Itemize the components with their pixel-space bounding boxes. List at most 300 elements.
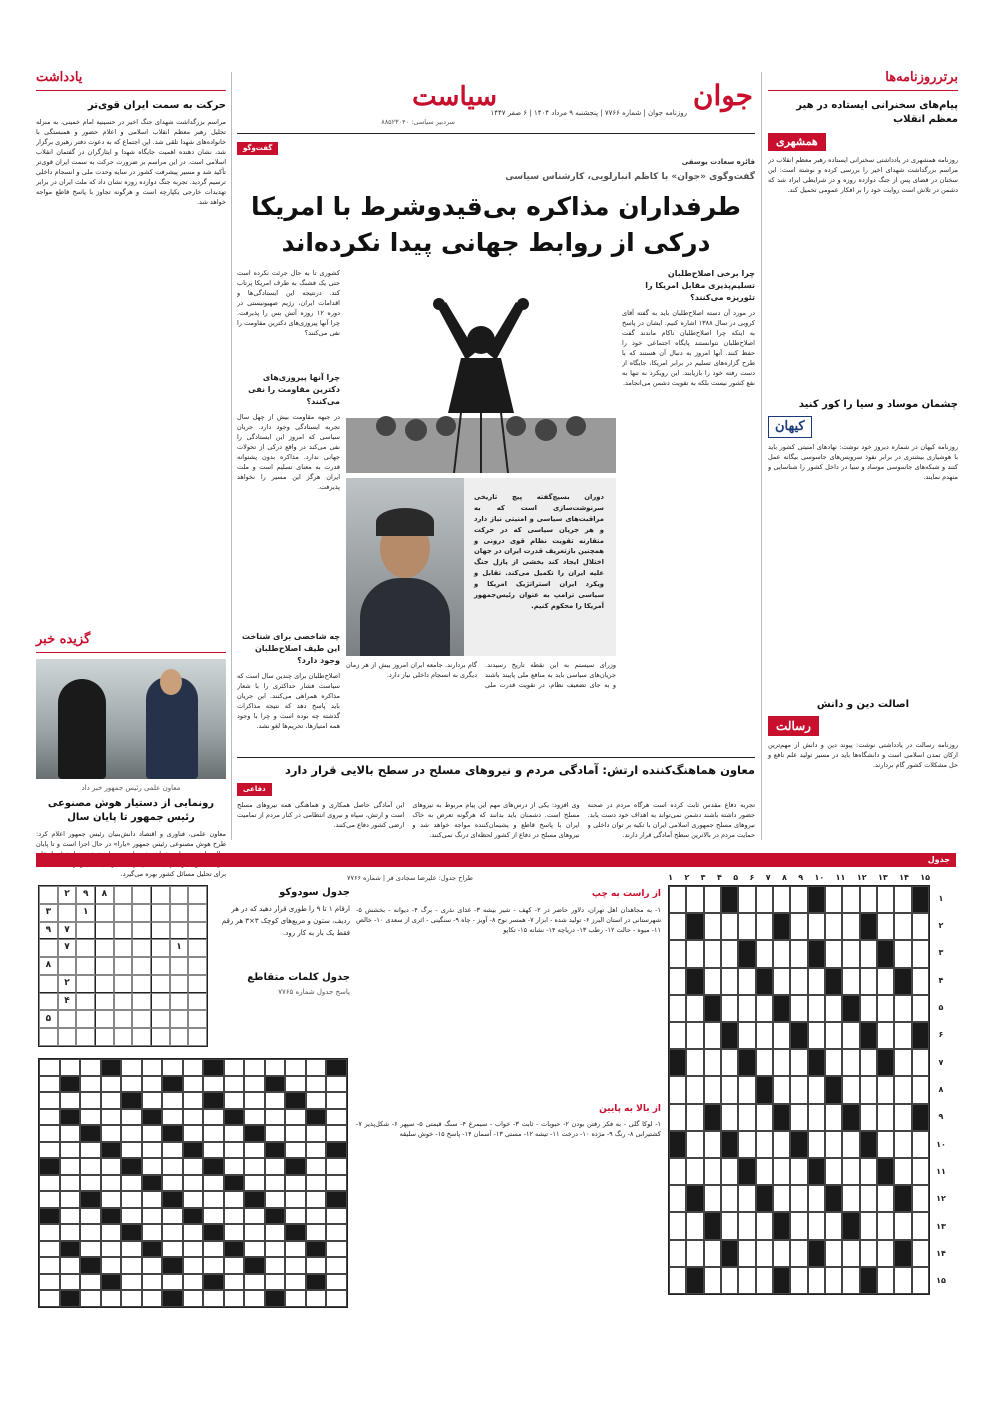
sudoku-cell[interactable] (188, 939, 207, 957)
second-story-col-c: این آمادگی حاصل همکاری و هماهنگی همه نیروهای مسلح است و ارتش، سپاه و نیروی انتظامی در کنار مردم از تمامیت ارضی کشور دفاع می‌کنند. (237, 800, 405, 829)
answer-cell (162, 1191, 183, 1208)
answer-cell (60, 1257, 81, 1274)
crossword-cell (738, 1240, 755, 1267)
answer-cell (265, 1290, 286, 1307)
answer-cell (306, 1290, 327, 1307)
crossword-cell (773, 1267, 790, 1294)
crossword-cell (721, 1158, 738, 1185)
answer-cell (224, 1059, 245, 1076)
answer-cell (203, 1208, 224, 1225)
answer-cell (121, 1241, 142, 1258)
answer-cell (80, 1158, 101, 1175)
answer-cell (306, 1191, 327, 1208)
crossword-cell (721, 913, 738, 940)
crossword-cell (721, 886, 738, 913)
crossword-row-number: ۲ (938, 920, 944, 930)
answer-cell (224, 1274, 245, 1291)
sudoku-cell[interactable] (95, 904, 114, 922)
left-column-head: یادداشت (36, 68, 226, 91)
answer-cell (224, 1224, 245, 1241)
crossword-cell (704, 968, 721, 995)
sudoku-cell[interactable] (151, 922, 170, 940)
crossword-cell (669, 1158, 686, 1185)
right-third-body: روزنامه رسالت در یادداشتی نوشت: پیوند دین و دانش از مهم‌ترین ارکان تمدن اسلامی است و دانشگاه‌ها باید در مسیر تولید علم نافع و حل مشکلات کشور گام بردارند. (768, 740, 958, 769)
crossword-cell (912, 968, 929, 995)
answer-cell (142, 1191, 163, 1208)
crossword-cell (894, 1267, 911, 1294)
crossword-row-number: ۳ (938, 948, 944, 958)
answer-cell (265, 1158, 286, 1175)
answer-cell (244, 1076, 265, 1093)
answer-cell (121, 1158, 142, 1175)
answer-cell (39, 1142, 60, 1159)
answer-cell (203, 1191, 224, 1208)
crossword-cell (686, 968, 703, 995)
sudoku-cell[interactable]: ۱ (170, 939, 189, 957)
crossword-row-number: ۱۵ (936, 1276, 946, 1286)
crossword-cell (860, 940, 877, 967)
sudoku-cell[interactable] (151, 957, 170, 975)
sudoku-cell[interactable] (114, 957, 133, 975)
crossword-cell (894, 940, 911, 967)
sudoku-cell[interactable]: ۸ (39, 957, 58, 975)
second-story-col-a: تجربه دفاع مقدس ثابت کرده است هرگاه مردم در صحنه حضور داشته باشند دشمن نمی‌تواند به اهداف خود دست یابد. نیروهای مسلح جمهوری اسلامی ایران با تکیه بر توان داخلی و حمایت مردم در بالاترین سطح آمادگی قرار دارند. (587, 800, 755, 839)
crossword-cell (704, 1104, 721, 1131)
crossword-row-number: ۵ (938, 1002, 944, 1012)
main-story-col-a-text: در مورد آن دسته اصلاح‌طلبان باید به گفته آقای کروبی در سال ۱۳۸۸ اشاره کنیم. ایشان در پاسخ به اینکه چرا اصلاح‌طلبان ناکام ماندند گفت اصلاح‌طلبان نتوانستند پایگاه اجتماعی خود را حفظ کنند. آنها امروز به دنبال آن هستند که با طرح گزاره‌های تسلیم در برابر امریکا، جایگاه از دست رفته خود را بازیابند. این رویکرد نه تنها به نفع کشور نیست بلکه به تقویت دشمن می‌انجامد. (622, 309, 755, 388)
answer-cell (142, 1175, 163, 1192)
answer-cell (162, 1142, 183, 1159)
sudoku-cell[interactable]: ۹ (39, 922, 58, 940)
sudoku-cell[interactable] (95, 1028, 114, 1046)
answer-cell (244, 1175, 265, 1192)
answer-cell (265, 1274, 286, 1291)
sudoku-cell[interactable] (76, 1010, 95, 1028)
answer-cell (101, 1224, 122, 1241)
sudoku-cell[interactable] (188, 1028, 207, 1046)
crossword-cell (894, 1131, 911, 1158)
sudoku-cell[interactable]: ۵ (39, 1010, 58, 1028)
sudoku-cell[interactable] (95, 922, 114, 940)
sudoku-cell[interactable] (95, 957, 114, 975)
answer-cell (326, 1241, 347, 1258)
crossword-cell (894, 1212, 911, 1239)
answer-cell (162, 1290, 183, 1307)
crossword-cell (773, 1076, 790, 1103)
crossword-cell (686, 1022, 703, 1049)
sudoku-cell[interactable] (170, 993, 189, 1011)
crossword-cell (877, 1049, 894, 1076)
sudoku-cell[interactable] (132, 1028, 151, 1046)
sudoku-cell[interactable] (188, 1010, 207, 1028)
sudoku-cell[interactable] (76, 993, 95, 1011)
sudoku-cell[interactable] (95, 1010, 114, 1028)
answer-cell (39, 1257, 60, 1274)
crossword-cell (704, 1076, 721, 1103)
crossword-cell (738, 1185, 755, 1212)
answer-cell (183, 1208, 204, 1225)
answer-cell (121, 1208, 142, 1225)
crossword-cell (894, 913, 911, 940)
sudoku-info (212, 885, 350, 997)
answer-cell (265, 1241, 286, 1258)
crossword-cell (790, 1076, 807, 1103)
sudoku-cell[interactable] (170, 1028, 189, 1046)
sudoku-cell[interactable] (151, 1010, 170, 1028)
answer-cell (265, 1125, 286, 1142)
answer-cell (203, 1290, 224, 1307)
crossword-cell (686, 1076, 703, 1103)
sudoku-cell[interactable] (76, 922, 95, 940)
crossword-cell (825, 1158, 842, 1185)
crossword-cell (738, 913, 755, 940)
sudoku-cell[interactable] (151, 939, 170, 957)
sudoku-cell[interactable]: ۷ (58, 939, 77, 957)
answer-cell (326, 1290, 347, 1307)
masthead-editor: سردبیر سیاسی: ۸۸۵۲۳۰۴۰ (381, 118, 455, 126)
answer-cell (183, 1274, 204, 1291)
sudoku-cell[interactable] (188, 904, 207, 922)
answer-cell (306, 1257, 327, 1274)
sudoku-cell[interactable] (58, 1010, 77, 1028)
sudoku-cell[interactable] (170, 975, 189, 993)
answer-cell (121, 1191, 142, 1208)
sudoku-cell[interactable] (114, 975, 133, 993)
crossword-cell (825, 1212, 842, 1239)
sudoku-cell[interactable] (76, 939, 95, 957)
answer-cell (244, 1290, 265, 1307)
sudoku-cell[interactable] (151, 904, 170, 922)
crossword-cell (860, 913, 877, 940)
answer-grid (38, 1058, 348, 1308)
crossword-cell (912, 1076, 929, 1103)
second-story (237, 762, 755, 858)
answer-cell (101, 1109, 122, 1126)
crossword-column-number: ۱۲ (856, 873, 867, 882)
sudoku-cell[interactable] (170, 886, 189, 904)
answer-cell (142, 1224, 163, 1241)
answer-cell (326, 1191, 347, 1208)
answer-cell (244, 1274, 265, 1291)
main-story-illustration (346, 268, 616, 473)
sudoku-cell[interactable] (151, 1028, 170, 1046)
crossword-cell (790, 1185, 807, 1212)
photo-box-head: گزیده خبر (36, 630, 226, 653)
main-story-tag: گفت‌وگو (237, 142, 755, 155)
sudoku-cell[interactable] (39, 993, 58, 1011)
sudoku-cell[interactable]: ۴ (58, 993, 77, 1011)
crossword-cell (825, 968, 842, 995)
answer-cell (101, 1257, 122, 1274)
answer-cell (306, 1274, 327, 1291)
sudoku-cell[interactable] (151, 886, 170, 904)
sudoku-cell[interactable] (76, 975, 95, 993)
answer-cell (183, 1125, 204, 1142)
sudoku-cell[interactable] (132, 1010, 151, 1028)
sudoku-cell[interactable] (170, 957, 189, 975)
crossword-cell (842, 1267, 859, 1294)
crossword-cell (704, 1131, 721, 1158)
crossword-cell (790, 1212, 807, 1239)
answer-cell (244, 1241, 265, 1258)
crossword-cell (808, 1212, 825, 1239)
sudoku-cell[interactable] (114, 939, 133, 957)
main-story-headline-1: طرفداران مذاکره بی‌قیدوشرط با امریکا (251, 191, 741, 221)
sudoku-cell[interactable]: ۹ (76, 886, 95, 904)
sudoku-cell[interactable] (114, 993, 133, 1011)
answer-cell (265, 1191, 286, 1208)
sudoku-cell[interactable] (188, 886, 207, 904)
crossword-cell (825, 1185, 842, 1212)
answer-cell (224, 1109, 245, 1126)
sudoku-description: ارقام ۱ تا ۹ را طوری قرار دهید که در هر ردیف، ستون و مربع‌های کوچک ۳×۳ هر رقم فقط یک بار به کار رود. (221, 905, 350, 937)
crossword-row-number: ۶ (938, 1030, 944, 1040)
crossword-cell (825, 886, 842, 913)
sudoku-cell[interactable] (188, 993, 207, 1011)
answer-cell (183, 1241, 204, 1258)
crossword-cell (669, 995, 686, 1022)
crossword-cell (860, 1267, 877, 1294)
crossword-cell (808, 1049, 825, 1076)
main-story-q3: چه شاخصی برای شناخت این طیف اصلاح‌طلبان وجود دارد؟ (241, 632, 340, 665)
sudoku-cell[interactable] (151, 993, 170, 1011)
sudoku-cell[interactable] (114, 1028, 133, 1046)
clues-vertical-title: از بالا به پایین (599, 1103, 661, 1114)
crossword-cell (912, 1212, 929, 1239)
answer-cell (183, 1257, 204, 1274)
answer-cell (101, 1175, 122, 1192)
answer-cell (142, 1059, 163, 1076)
answer-cell (60, 1290, 81, 1307)
crossword-cell (773, 1158, 790, 1185)
answer-cell (285, 1290, 306, 1307)
answer-cell (121, 1257, 142, 1274)
crossword-cell (877, 1212, 894, 1239)
answer-cell (265, 1224, 286, 1241)
answer-cell (60, 1109, 81, 1126)
crossword-grid (668, 885, 930, 1295)
crossword-cell (790, 1049, 807, 1076)
answer-cell (121, 1109, 142, 1126)
crossword-cell (686, 1185, 703, 1212)
answer-cell (162, 1208, 183, 1225)
answer-cell (224, 1158, 245, 1175)
clues-horizontal: ۱- به مجاهدان اهل تهران، دلاور حاضر در ۲- کهف - شیر بیشه ۳- غذای نذری - برگ ۴- دیوانه - بخشش ۵- شهرستانی در استان البرز ۶- تولید شده - ابزار ۷- همسر نوح ۸- آویز - چاه ۹- سنگینی - اثری از سعدی ۱۰- خالص ۱۱- میوه - حالت ۱۲- رطب ۱۳- دریاچه ۱۴- نشانه ۱۵- تکاپو (356, 905, 661, 934)
crossword-row-number: ۱۳ (936, 1221, 946, 1231)
crossword-cell (842, 940, 859, 967)
crossword-cell (808, 1104, 825, 1131)
sudoku-cell[interactable] (132, 993, 151, 1011)
crossword-cell (704, 1240, 721, 1267)
sudoku-cell[interactable] (114, 922, 133, 940)
crossword-cell (790, 1022, 807, 1049)
sudoku-cell[interactable]: ۲ (58, 886, 77, 904)
sudoku-cell[interactable] (95, 993, 114, 1011)
crossword-cell (756, 1267, 773, 1294)
sudoku-cell[interactable]: ۸ (95, 886, 114, 904)
masthead-issue-info: روزنامه جوان | شماره ۷۷۶۶ | پنجشنبه ۹ مرداد ۱۴۰۴ | ۶ صفر ۱۴۴۷ (490, 109, 687, 117)
crossword-row-number: ۷ (938, 1057, 944, 1067)
answer-cell (60, 1125, 81, 1142)
sudoku-cell[interactable]: ۳ (39, 904, 58, 922)
crossword-cell (912, 1240, 929, 1267)
crossword-column-number: ۴ (716, 873, 722, 882)
answer-cell (101, 1208, 122, 1225)
answer-cell (162, 1109, 183, 1126)
answer-cell (39, 1109, 60, 1126)
photo-box-body: معاون علمی، فناوری و اقتصاد دانش‌بنیان رئیس جمهور اعلام کرد: طرح هوش مصنوعی رئیس جمهور «یارا» در حال اجرا است و تا پایان برای تحلیل مسائل کشور بهره می‌گیرد. (36, 830, 226, 879)
sudoku-cell[interactable] (58, 957, 77, 975)
answer-cell (80, 1290, 101, 1307)
crossword-cell (773, 995, 790, 1022)
answer-cell (60, 1059, 81, 1076)
answer-cell (265, 1092, 286, 1109)
right-column-divider (761, 72, 762, 840)
crossword-column-number: ۲ (684, 873, 690, 882)
answer-cell (326, 1208, 347, 1225)
answer-cell (244, 1158, 265, 1175)
crossword-row-number: ۹ (938, 1112, 944, 1122)
answer-cell (39, 1175, 60, 1192)
crossword-cell (860, 1022, 877, 1049)
sudoku-cell[interactable] (188, 922, 207, 940)
answer-cell (265, 1208, 286, 1225)
answer-cell (203, 1257, 224, 1274)
sudoku-cell[interactable] (58, 1028, 77, 1046)
answer-cell (60, 1175, 81, 1192)
sudoku-cell[interactable] (39, 886, 58, 904)
answer-cell (183, 1224, 204, 1241)
sudoku-cell[interactable] (170, 1010, 189, 1028)
crossword-cell (808, 1076, 825, 1103)
sudoku-cell[interactable] (76, 957, 95, 975)
sudoku-cell[interactable] (132, 904, 151, 922)
crossword-cell (894, 1104, 911, 1131)
sudoku-cell[interactable] (132, 922, 151, 940)
crossword-cell (808, 913, 825, 940)
crossword-clues (356, 888, 661, 1299)
crossword-cell (912, 886, 929, 913)
crossword-cell (704, 940, 721, 967)
sudoku-grid (38, 885, 208, 1047)
sudoku-cell[interactable] (114, 904, 133, 922)
crossword-cell (825, 1076, 842, 1103)
answer-cell (121, 1059, 142, 1076)
crossword-row-number: ۱ (938, 893, 944, 903)
crossword-cell (669, 1185, 686, 1212)
crossword-cell (669, 1131, 686, 1158)
photo-box-title: رونمایی از دستیار هوش مصنوعی رئیس جمهور تا پایان سال (47, 798, 215, 823)
sudoku-cell[interactable] (39, 939, 58, 957)
sudoku-cell[interactable] (114, 886, 133, 904)
answer-cell (285, 1257, 306, 1274)
crossword-cell (756, 1240, 773, 1267)
answer-cell (121, 1142, 142, 1159)
sudoku-cell[interactable]: ۷ (58, 922, 77, 940)
crossword-column-number: ۸ (782, 873, 787, 882)
crossword-cell (860, 1104, 877, 1131)
sudoku-cell[interactable] (151, 975, 170, 993)
crossword-cell (877, 1022, 894, 1049)
main-story-headline-2: درکی از روابط جهانی پیدا نکرده‌اند (281, 227, 711, 257)
sudoku-cell[interactable] (95, 975, 114, 993)
crossword-cell (808, 1240, 825, 1267)
answer-cell (265, 1059, 286, 1076)
sudoku-title: جدول سودوکو (279, 887, 350, 898)
sudoku-cell[interactable] (132, 957, 151, 975)
crossword-cell (756, 940, 773, 967)
sudoku-cell[interactable] (114, 1010, 133, 1028)
crossword-cell (825, 913, 842, 940)
crossword-column-number: ۱۱ (835, 873, 846, 882)
answer-cell (306, 1208, 327, 1225)
answer-cell (80, 1092, 101, 1109)
sudoku-cell[interactable]: ۱ (76, 904, 95, 922)
answer-cell (183, 1142, 204, 1159)
answer-cell (121, 1274, 142, 1291)
sudoku-cell[interactable] (132, 939, 151, 957)
crossword-cell (721, 1240, 738, 1267)
sudoku-cell[interactable] (132, 975, 151, 993)
crossword-cell (808, 940, 825, 967)
crossword-row-numbers (932, 885, 950, 1295)
answer-cell (183, 1076, 204, 1093)
answer-cell (121, 1175, 142, 1192)
answer-cell (224, 1142, 245, 1159)
answer-cell (39, 1125, 60, 1142)
sudoku-cell[interactable] (132, 886, 151, 904)
crossword-cell (773, 1212, 790, 1239)
sudoku-cell[interactable]: ۲ (58, 975, 77, 993)
main-story-col-d-text: اصلاح‌طلبان برای چندین سال است که سیاست فشار حداکثری را با شعار مذاکره همراهی می‌کنند. این جریان باید پاسخ دهد که نتیجه مذاکرات گذشته چه بوده است و چرا با وجود همه امتیازها، تحریم‌ها لغو نشد. (237, 672, 340, 731)
sudoku-cell[interactable] (170, 922, 189, 940)
left-column-body: مراسم بزرگداشت شهدای جنگ اخیر در حسینیه امام خمینی، به منزله تجلیل رهبر معظم انقلاب اسلامی و اعلام حضور و همبستگی با خانواده‌های شهدا تلقی شد. این اجتماع که به دعوت دفتر رهبری برگزار شد، نشان دهنده اهمیت جایگاه شهدا و ایثارگران در گفتمان انقلاب اسلامی است. در این مراسم بر ضرورت حرکت به سمت ایران قوی‌تر تأکید شد و مسیر پیشرفت کشور در سایه وحدت ملی و انسجام داخلی ترسیم گردید. تجربه جنگ دوازده روزه نشان داد که ملت ایران در برابر تهدیدات خارجی یکپارچه است و هرگونه تجاوز با پاسخ قاطع مواجه خواهد شد. (36, 117, 226, 206)
crossword-cell (912, 1185, 929, 1212)
crossword-cell (773, 886, 790, 913)
answer-cell (326, 1175, 347, 1192)
crossword-cell (686, 1212, 703, 1239)
crossword-cell (894, 1158, 911, 1185)
crossword-cell (773, 968, 790, 995)
answer-cell (306, 1224, 327, 1241)
answer-cell (285, 1125, 306, 1142)
sudoku-cell[interactable] (188, 957, 207, 975)
crossword-cell (721, 1049, 738, 1076)
crossword-designer: طراح جدول: علیرضا سجادی فر | شماره ۷۷۶۶ (347, 874, 473, 882)
crossword-cell (808, 1022, 825, 1049)
answer-cell (183, 1191, 204, 1208)
crossword-cell (877, 1104, 894, 1131)
sudoku-cell[interactable] (76, 1028, 95, 1046)
answer-cell (101, 1290, 122, 1307)
sudoku-cell[interactable] (39, 1028, 58, 1046)
answer-cell (265, 1109, 286, 1126)
sudoku-cell[interactable] (170, 904, 189, 922)
sudoku-cell[interactable] (58, 904, 77, 922)
sudoku-cell[interactable] (188, 975, 207, 993)
answer-cell (203, 1076, 224, 1093)
answer-cell (326, 1109, 347, 1126)
crossword-cell (738, 1049, 755, 1076)
crossword-cell (912, 995, 929, 1022)
crossword-cell (790, 968, 807, 995)
crossword-cell (686, 913, 703, 940)
answer-cell (142, 1274, 163, 1291)
sudoku-cell[interactable] (39, 975, 58, 993)
answer-cell (326, 1224, 347, 1241)
sudoku-cell[interactable] (95, 939, 114, 957)
crossword-cell (773, 913, 790, 940)
